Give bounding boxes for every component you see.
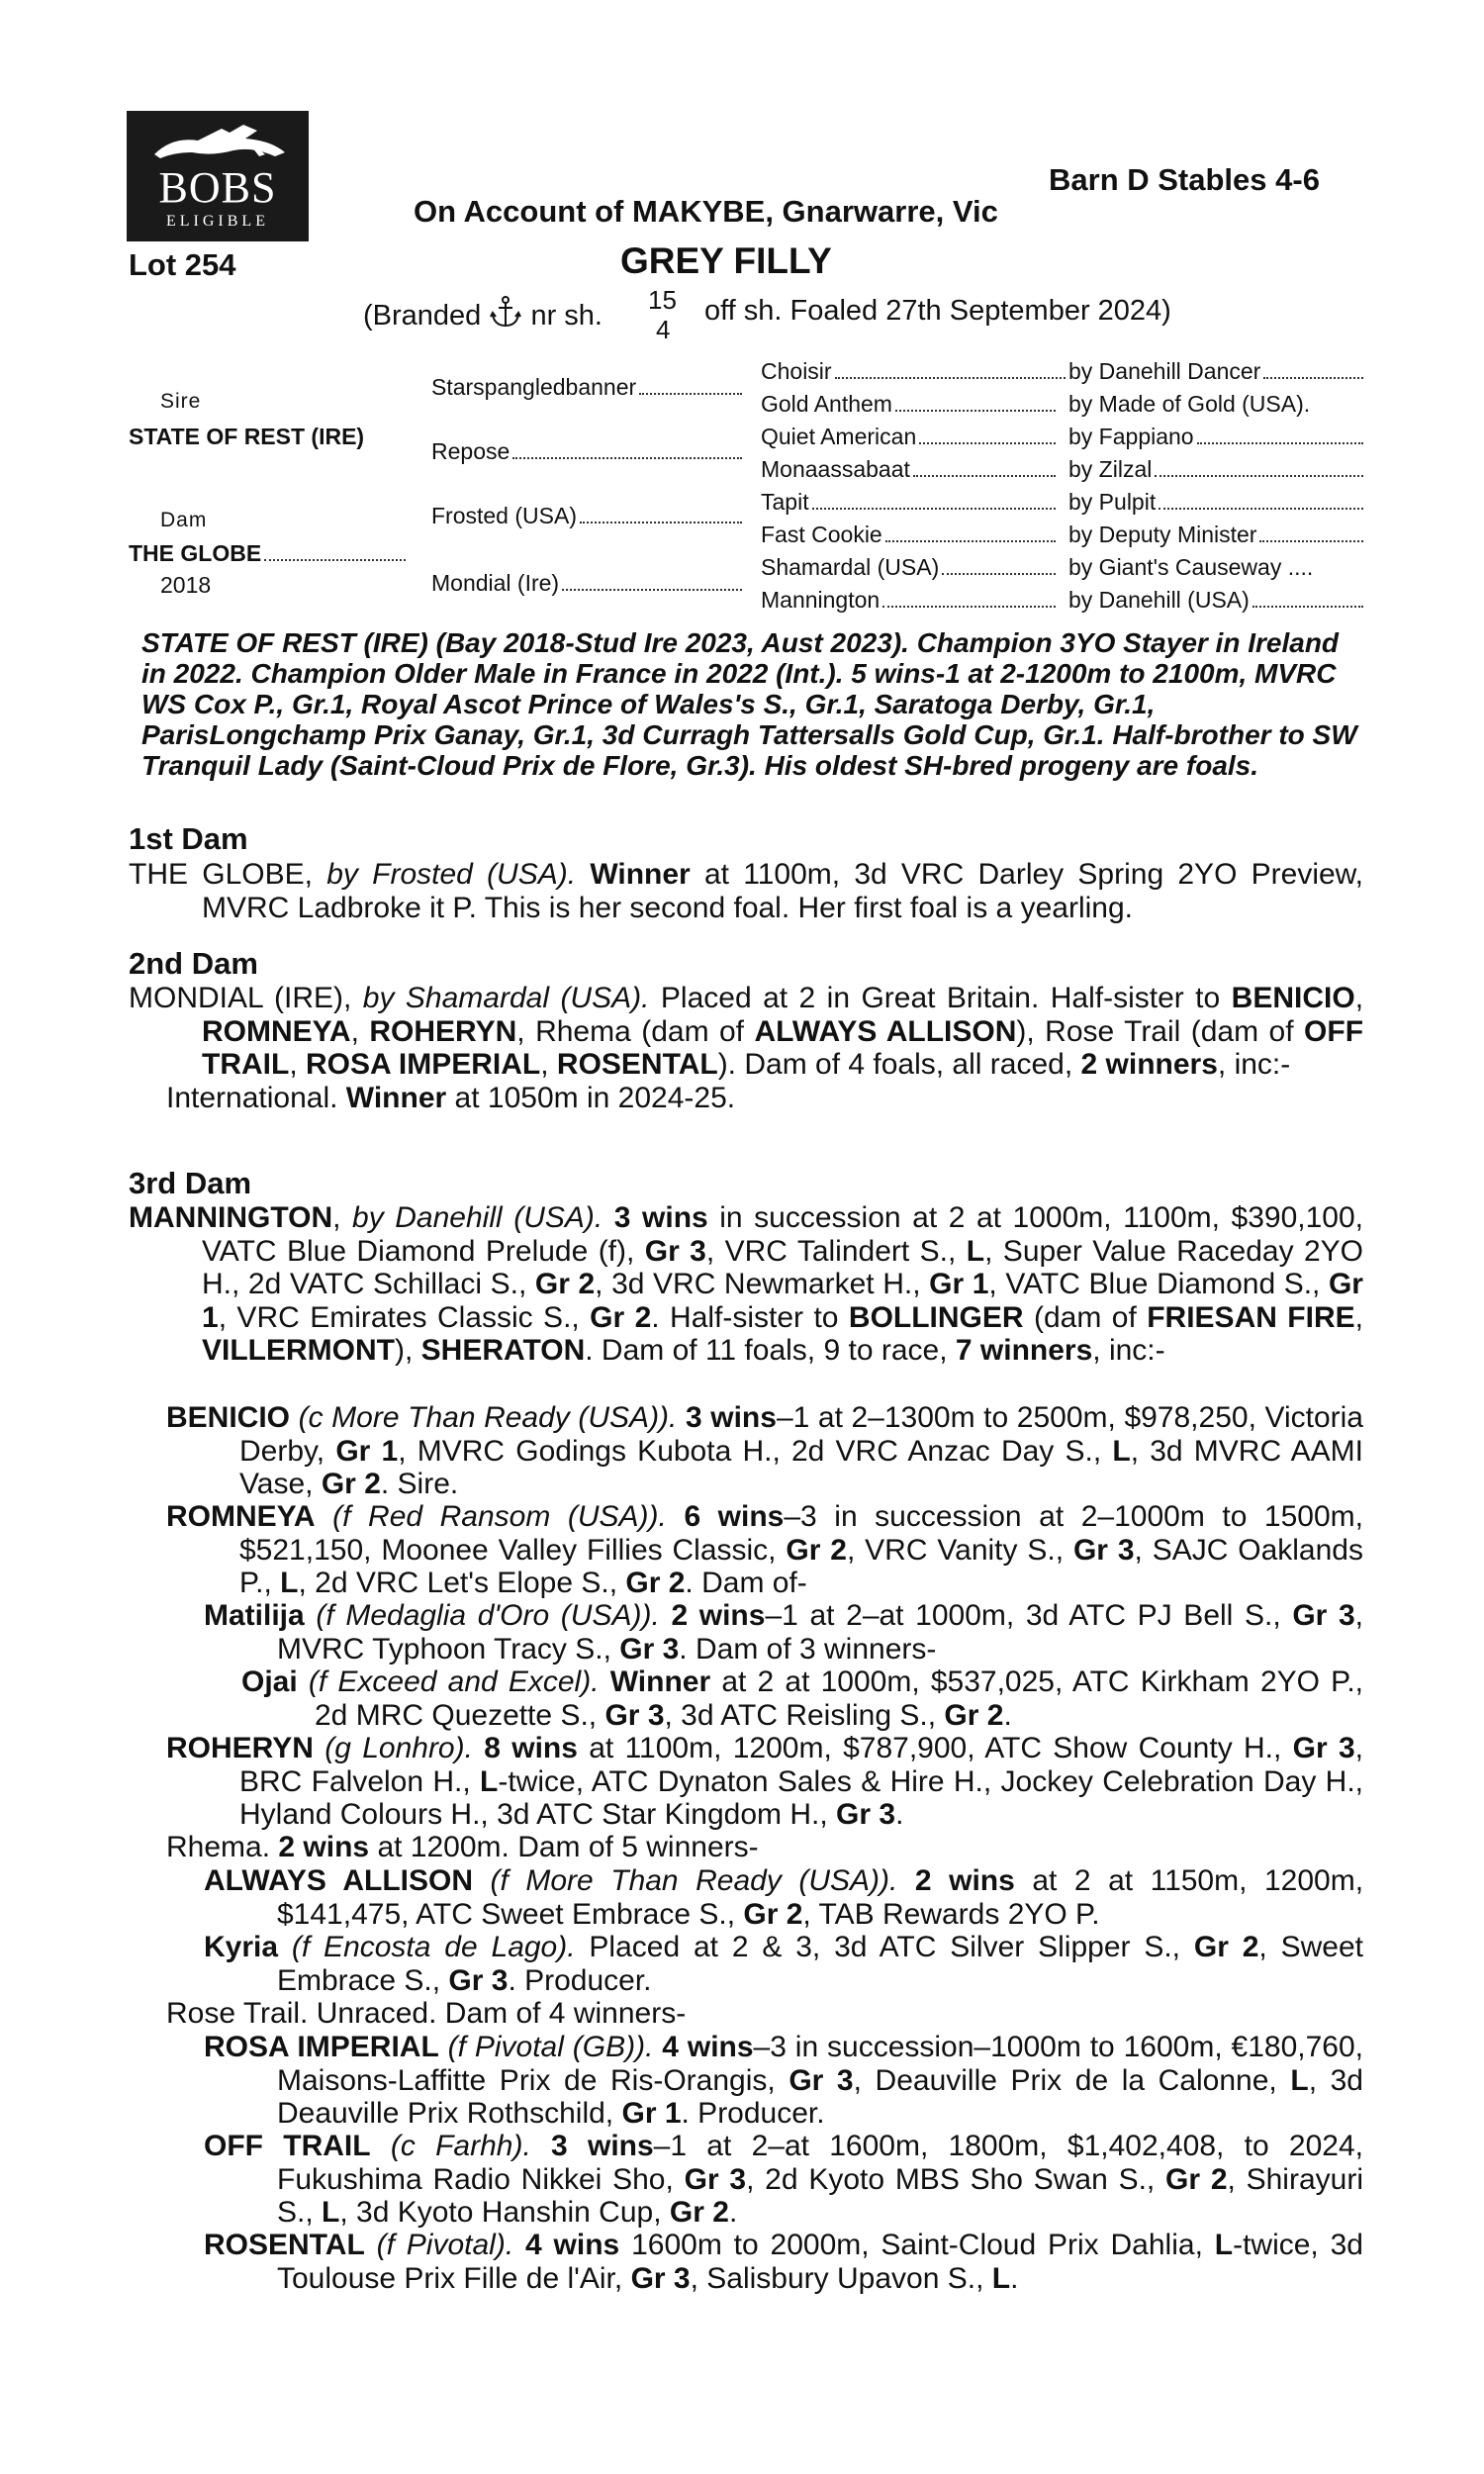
entry-roheryn: ROHERYN (g Lonhro). 8 wins at 1100m, 1200m, $787,900, ATC Show County H., Gr 3, BRC Falvelon H., L-twice, ATC Dynaton Sales & Hire H., Jockey Celebration Day H., Hyland Colours H., 3d ATC Star Kingdom H., Gr 3.	[166, 1732, 1364, 1831]
ped-gen3-sire-7: by Giant's Causeway ....	[1068, 554, 1314, 580]
ped-gen3-sire-2: by Made of Gold (USA).	[1068, 391, 1311, 417]
logo-sub-text: ELIGIBLE	[166, 213, 269, 230]
bobs-eligible-logo	[127, 111, 309, 241]
first-dam-heading: 1st Dam	[129, 821, 248, 856]
ped-gen3-sire-1: by Danehill Dancer	[1068, 358, 1363, 385]
sire-label: Sire	[160, 390, 202, 413]
ped-gen2-1: Starspangledbanner	[431, 374, 742, 401]
dam-name: THE GLOBE	[129, 540, 406, 567]
ped-gen2-4: Mondial (Ire)	[431, 570, 742, 597]
ped-gen2-3: Frosted (USA)	[431, 503, 742, 529]
second-dam-text: MONDIAL (IRE), by Shamardal (USA). Placed at 2 in Great Britain. Half-sister to BENICIO, ROMNEYA, ROHERYN, Rhema (dam of ALWAYS ALLISON), Rose Trail (dam of OFF TRAIL, ROSA IMPERIAL, ROSENTAL). Dam of 4 foals, all raced, 2 winners, inc:- International. Winner at 1050m in 2024-25.	[129, 982, 1364, 1114]
ped-gen3-horse-6: Fast Cookie	[761, 522, 1056, 548]
entry-rose-trail: Rose Trail. Unraced. Dam of 4 winners-	[166, 1997, 687, 2030]
entry-always-allison: ALWAYS ALLISON (f More Than Ready (USA)). 2 wins at 2 at 1150m, 1200m, $141,475, ATC Sweet Embrace S., Gr 2, TAB Rewards 2YO P.	[204, 1864, 1364, 1931]
ped-gen3-horse-8: Mannington	[761, 587, 1056, 614]
brand-fraction-top: 15	[648, 285, 677, 315]
third-dam-text: MANNINGTON, by Danehill (USA). 3 wins in succession at 2 at 1000m, 1100m, $390,100, VATC Blue Diamond Prelude (f), Gr 3, VRC Talindert S., L, Super Value Raceday 2YO H., 2d VATC Schillaci S., Gr 2, 3d VRC Newmarket H., Gr 1, VATC Blue Diamond S., Gr 1, VRC Emirates Classic S., Gr 2. Half-sister to BOLLINGER (dam of FRIESAN FIRE, VILLERMONT), SHERATON. Dam of 11 foals, 9 to race, 7 winners, inc:-	[129, 1201, 1364, 1367]
branded-prefix: (Branded	[363, 300, 482, 332]
first-dam-text: THE GLOBE, by Frosted (USA). Winner at 1100m, 3d VRC Darley Spring 2YO Preview, MVRC Ladbroke it P. This is her second foal. Her first foal is a yearling.	[129, 858, 1364, 924]
entry-matilija: Matilija (f Medaglia d'Oro (USA)). 2 wins–1 at 2–at 1000m, 3d ATC PJ Bell S., Gr 3, MVRC Typhoon Tracy S., Gr 3. Dam of 3 winners-	[204, 1599, 1363, 1665]
anchor-brand-icon	[489, 295, 522, 329]
entry-off-trail: OFF TRAIL (c Farhh). 3 wins–1 at 2–at 1600m, 1800m, $1,402,408, to 2024, Fukushima Radio Nikkei Sho, Gr 3, 2d Kyoto MBS Sho Swan S., Gr 2, Shirayuri S., L, 3d Kyoto Hanshin Cup, Gr 2.	[204, 2130, 1363, 2229]
entry-ojai: Ojai (f Exceed and Excel). Winner at 2 at 1000m, $537,025, ATC Kirkham 2YO P., 2d MRC Quezette S., Gr 3, 3d ATC Reisling S., Gr 2.	[241, 1665, 1363, 1732]
entry-rosental: ROSENTAL (f Pivotal). 4 wins 1600m to 2000m, Saint-Cloud Prix Dahlia, L-twice, 3d Toulouse Prix Fille de l'Air, Gr 3, Salisbury Upavon S., L.	[204, 2229, 1363, 2295]
lot-number: Lot 254	[129, 247, 236, 282]
lot-title: GREY FILLY	[620, 240, 832, 281]
barn-location: Barn D Stables 4-6	[1049, 162, 1320, 197]
ped-gen3-horse-3: Quiet American	[761, 424, 1056, 450]
branded-line	[363, 295, 603, 333]
ped-gen3-sire-8: by Danehill (USA)	[1068, 587, 1363, 614]
second-dam-heading: 2nd Dam	[129, 946, 258, 981]
entry-rhema: Rhema. 2 wins at 1200m. Dam of 5 winners-	[166, 1831, 759, 1863]
horse-logo-icon	[127, 111, 309, 170]
ped-gen3-horse-1: Choisir	[761, 358, 1066, 385]
branded-mid: nr sh.	[530, 300, 603, 332]
ped-gen3-horse-5: Tapit	[761, 489, 1056, 516]
dam-year: 2018	[160, 572, 212, 598]
sire-name: STATE OF REST (IRE)	[129, 424, 365, 449]
brand-fraction-bottom: 4	[656, 315, 671, 344]
ped-gen3-sire-3: by Fappiano	[1068, 424, 1363, 450]
branded-suffix: off sh. Foaled 27th September 2024)	[704, 295, 1171, 327]
ped-gen3-horse-2: Gold Anthem	[761, 391, 1056, 418]
entry-romneya: ROMNEYA (f Red Ransom (USA)). 6 wins–3 in succession at 2–1000m to 1500m, $521,150, Moonee Valley Fillies Classic, Gr 2, VRC Vanity S., Gr 3, SAJC Oaklands P., L, 2d VRC Let's Elope S., Gr 2. Dam of-	[166, 1500, 1363, 1599]
dam-label: Dam	[160, 509, 208, 531]
third-dam-heading: 3rd Dam	[129, 1166, 252, 1200]
logo-main-text: BOBS	[158, 163, 277, 212]
entry-rosa-imperial: ROSA IMPERIAL (f Pivotal (GB)). 4 wins–3 in succession–1000m to 1600m, €180,760, Maisons-Laffitte Prix de Ris-Orangis, Gr 3, Deauville Prix de la Calonne, L, 3d Deauville Prix Rothschild, Gr 1. Producer.	[204, 2031, 1363, 2130]
ped-gen3-horse-7: Shamardal (USA)	[761, 554, 1056, 581]
ped-gen3-horse-4: Monaassabaat	[761, 456, 1056, 483]
ped-gen3-sire-4: by Zilzal	[1068, 456, 1363, 483]
ped-gen3-sire-5: by Pulpit	[1068, 489, 1363, 516]
account-line: On Account of MAKYBE, Gnarwarre, Vic	[414, 194, 998, 229]
ped-gen3-sire-6: by Deputy Minister	[1068, 522, 1363, 548]
entry-kyria: Kyria (f Encosta de Lago). Placed at 2 & 3, 3d ATC Silver Slipper S., Gr 2, Sweet Embrace S., Gr 3. Producer.	[204, 1931, 1363, 1997]
ped-gen2-2: Repose	[431, 438, 742, 465]
entry-benicio: BENICIO (c More Than Ready (USA)). 3 wins–1 at 2–1300m to 2500m, $978,250, Victoria Derby, Gr 1, MVRC Godings Kubota H., 2d VRC Anzac Day S., L, 3d MVRC AAMI Vase, Gr 2. Sire.	[166, 1401, 1363, 1500]
sire-description: STATE OF REST (IRE) (Bay 2018-Stud Ire 2023, Aust 2023). Champion 3YO Stayer in Ireland in 2022. Champion Older Male in France in 2022 (Int.). 5 wins-1 at 2-1200m to 2100m, MVRC WS Cox P., Gr.1, Royal Ascot Prince of Wales's S., Gr.1, Saratoga Derby, Gr.1, ParisLongchamp Prix Ganay, Gr.1, 3d Curragh Tattersalls Gold Cup, Gr.1. Half-brother to SW Tranquil Lady (Saint-Cloud Prix de Flore, Gr.3). His oldest SH-bred progeny are foals.	[141, 627, 1357, 781]
